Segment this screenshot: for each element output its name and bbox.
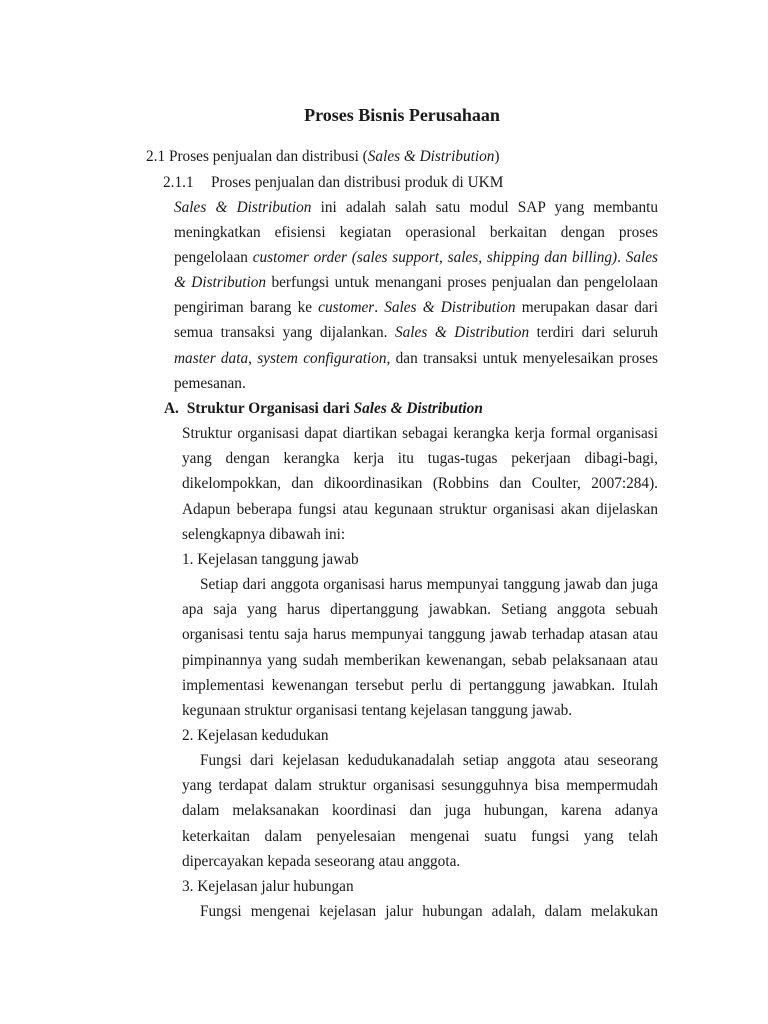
text-run: Setiap dari anggota organisasi harus mempunyai tanggung jawab dan juga — [200, 576, 658, 594]
text-run: merupakan dasar dari — [515, 299, 659, 317]
text-run: ini adalah salah satu modul SAP yang membantu — [311, 198, 659, 216]
item-1-title: 1. Kejelasan tanggung jawab — [182, 550, 359, 568]
text-run: implementasi kewenangan tersebut perlu di pertanggung jawabkan. Itulah — [182, 676, 658, 694]
text-run: dan transaksi untuk menyelesaikan proses — [390, 349, 658, 367]
text-run: pemesanan. — [174, 374, 246, 392]
item-1-paragraph — [182, 572, 658, 723]
text-line — [174, 220, 658, 245]
text-run: yang dengan kerangka kerja itu tugas-tugas pekerjaan dibagi-bagi, — [182, 450, 658, 468]
section-heading — [146, 144, 768, 169]
text-run: apa saja yang harus dipertanggung jawabkan. Setiang anggota sebuah — [182, 601, 658, 619]
item-2-title: 2. Kejelasan kedudukan — [182, 726, 329, 744]
text-run: keterkaitan dalam penyelesaian mengenai suatu fungsi yang telah — [182, 827, 658, 845]
italic-text-run: Sales & Distribution — [174, 198, 312, 216]
italic-text-run: Sales & Distribution — [367, 148, 495, 166]
text-run: selengkapnya dibawah ini: — [182, 525, 346, 543]
part-a-title — [187, 400, 483, 417]
item-3-title: 3. Kejelasan jalur hubungan — [182, 877, 354, 895]
text-line — [182, 748, 658, 773]
text-run: terdiri dari seluruh — [529, 324, 658, 342]
text-line — [174, 371, 658, 396]
text-line — [182, 471, 658, 496]
text-line — [182, 899, 658, 924]
text-line — [182, 597, 658, 622]
text-run: pengiriman barang ke — [174, 299, 319, 317]
text-run: Fungsi dari kejelasan kedudukanadalah setiap anggota atau seseorang — [200, 752, 658, 770]
part-a-label: A. — [164, 399, 179, 417]
text-run: yang terdapat dalam struktur organisasi sesungguhnya bisa mempermudah — [182, 777, 658, 795]
item-2-paragraph — [182, 748, 658, 874]
text-line — [174, 320, 658, 345]
text-line — [182, 522, 658, 547]
text-run: dipercayakan kepada seseorang atau anggota. — [182, 852, 461, 870]
text-line — [174, 270, 658, 295]
document-body — [0, 144, 768, 924]
text-run: dalam melaksanakan koordinasi dan juga hubungan, karena adanya — [182, 802, 658, 820]
text-run: Adapun beberapa fungsi atau kegunaan struktur organisasi akan dijelaskan — [182, 500, 658, 518]
text-line — [174, 245, 658, 270]
italic-text-run: customer order (sales support, sales, shipping dan billing) — [252, 249, 618, 267]
subsection-heading — [163, 170, 768, 195]
part-a-heading — [164, 396, 768, 421]
text-run: kegunaan struktur organisasi tentang kejelasan tanggung jawab. — [182, 701, 573, 719]
subsection-paragraph — [174, 195, 658, 396]
text-run: organisasi tentu saja harus mempunyai tanggung jawab terhadap atasan atau — [182, 626, 658, 644]
text-run: Fungsi mengenai kejelasan jalur hubungan adalah, dalam melakukan — [200, 903, 658, 921]
subsection-title: Proses penjualan dan distribusi produk di UKM — [211, 173, 504, 191]
text-line — [174, 295, 658, 320]
text-run: meningkatkan efisiensi kegiatan operasional berkaitan dengan proses — [174, 223, 658, 241]
item-3-paragraph — [182, 899, 658, 924]
text-line — [182, 622, 658, 647]
text-line — [182, 798, 658, 823]
text-line — [182, 849, 658, 874]
text-run: pimpinannya yang sudah memberikan kewenangan, sebab pelaksanaan atau — [182, 651, 658, 669]
page-title: Proses Bisnis Perusahaan — [304, 105, 500, 125]
italic-text-run: master data, system configuration, — [174, 349, 391, 367]
text-run: 2.1 Proses penjualan dan distribusi ( — [146, 148, 368, 166]
text-run: ) — [494, 148, 500, 166]
text-run: . — [617, 249, 626, 267]
italic-text-run: Sales — [625, 249, 659, 267]
text-run: . — [374, 299, 385, 317]
text-line — [174, 346, 658, 371]
text-run: pengelolaan — [174, 249, 253, 267]
text-line — [182, 648, 658, 673]
text-line — [174, 195, 658, 220]
text-line — [182, 673, 658, 698]
italic-text-run: Sales & Distribution — [353, 399, 483, 417]
italic-text-run: Sales & Distribution — [394, 324, 530, 342]
text-run: Struktur organisasi dapat diartikan sebagai kerangka kerja formal organisasi — [182, 425, 658, 443]
text-run: dikelompokkan, dan dikoordinasikan (Robbins dan Coulter, 2007:284). — [182, 475, 658, 493]
italic-text-run: customer — [318, 299, 375, 317]
text-run: Struktur Organisasi dari — [186, 399, 354, 417]
text-line — [182, 698, 658, 723]
part-a-intro-paragraph — [182, 421, 658, 547]
text-line — [182, 446, 658, 471]
subsection-number: 2.1.1 — [163, 173, 194, 191]
text-line — [182, 421, 658, 446]
text-run: semua transaksi yang dijalankan. — [174, 324, 395, 342]
italic-text-run: & Distribution — [174, 274, 267, 292]
text-line — [182, 824, 658, 849]
text-line — [182, 572, 658, 597]
text-run: berfungsi untuk menangani proses penjualan dan pengelolaan — [266, 274, 658, 292]
text-line — [182, 497, 658, 522]
text-line — [182, 773, 658, 798]
italic-text-run: Sales & Distribution — [384, 299, 516, 317]
